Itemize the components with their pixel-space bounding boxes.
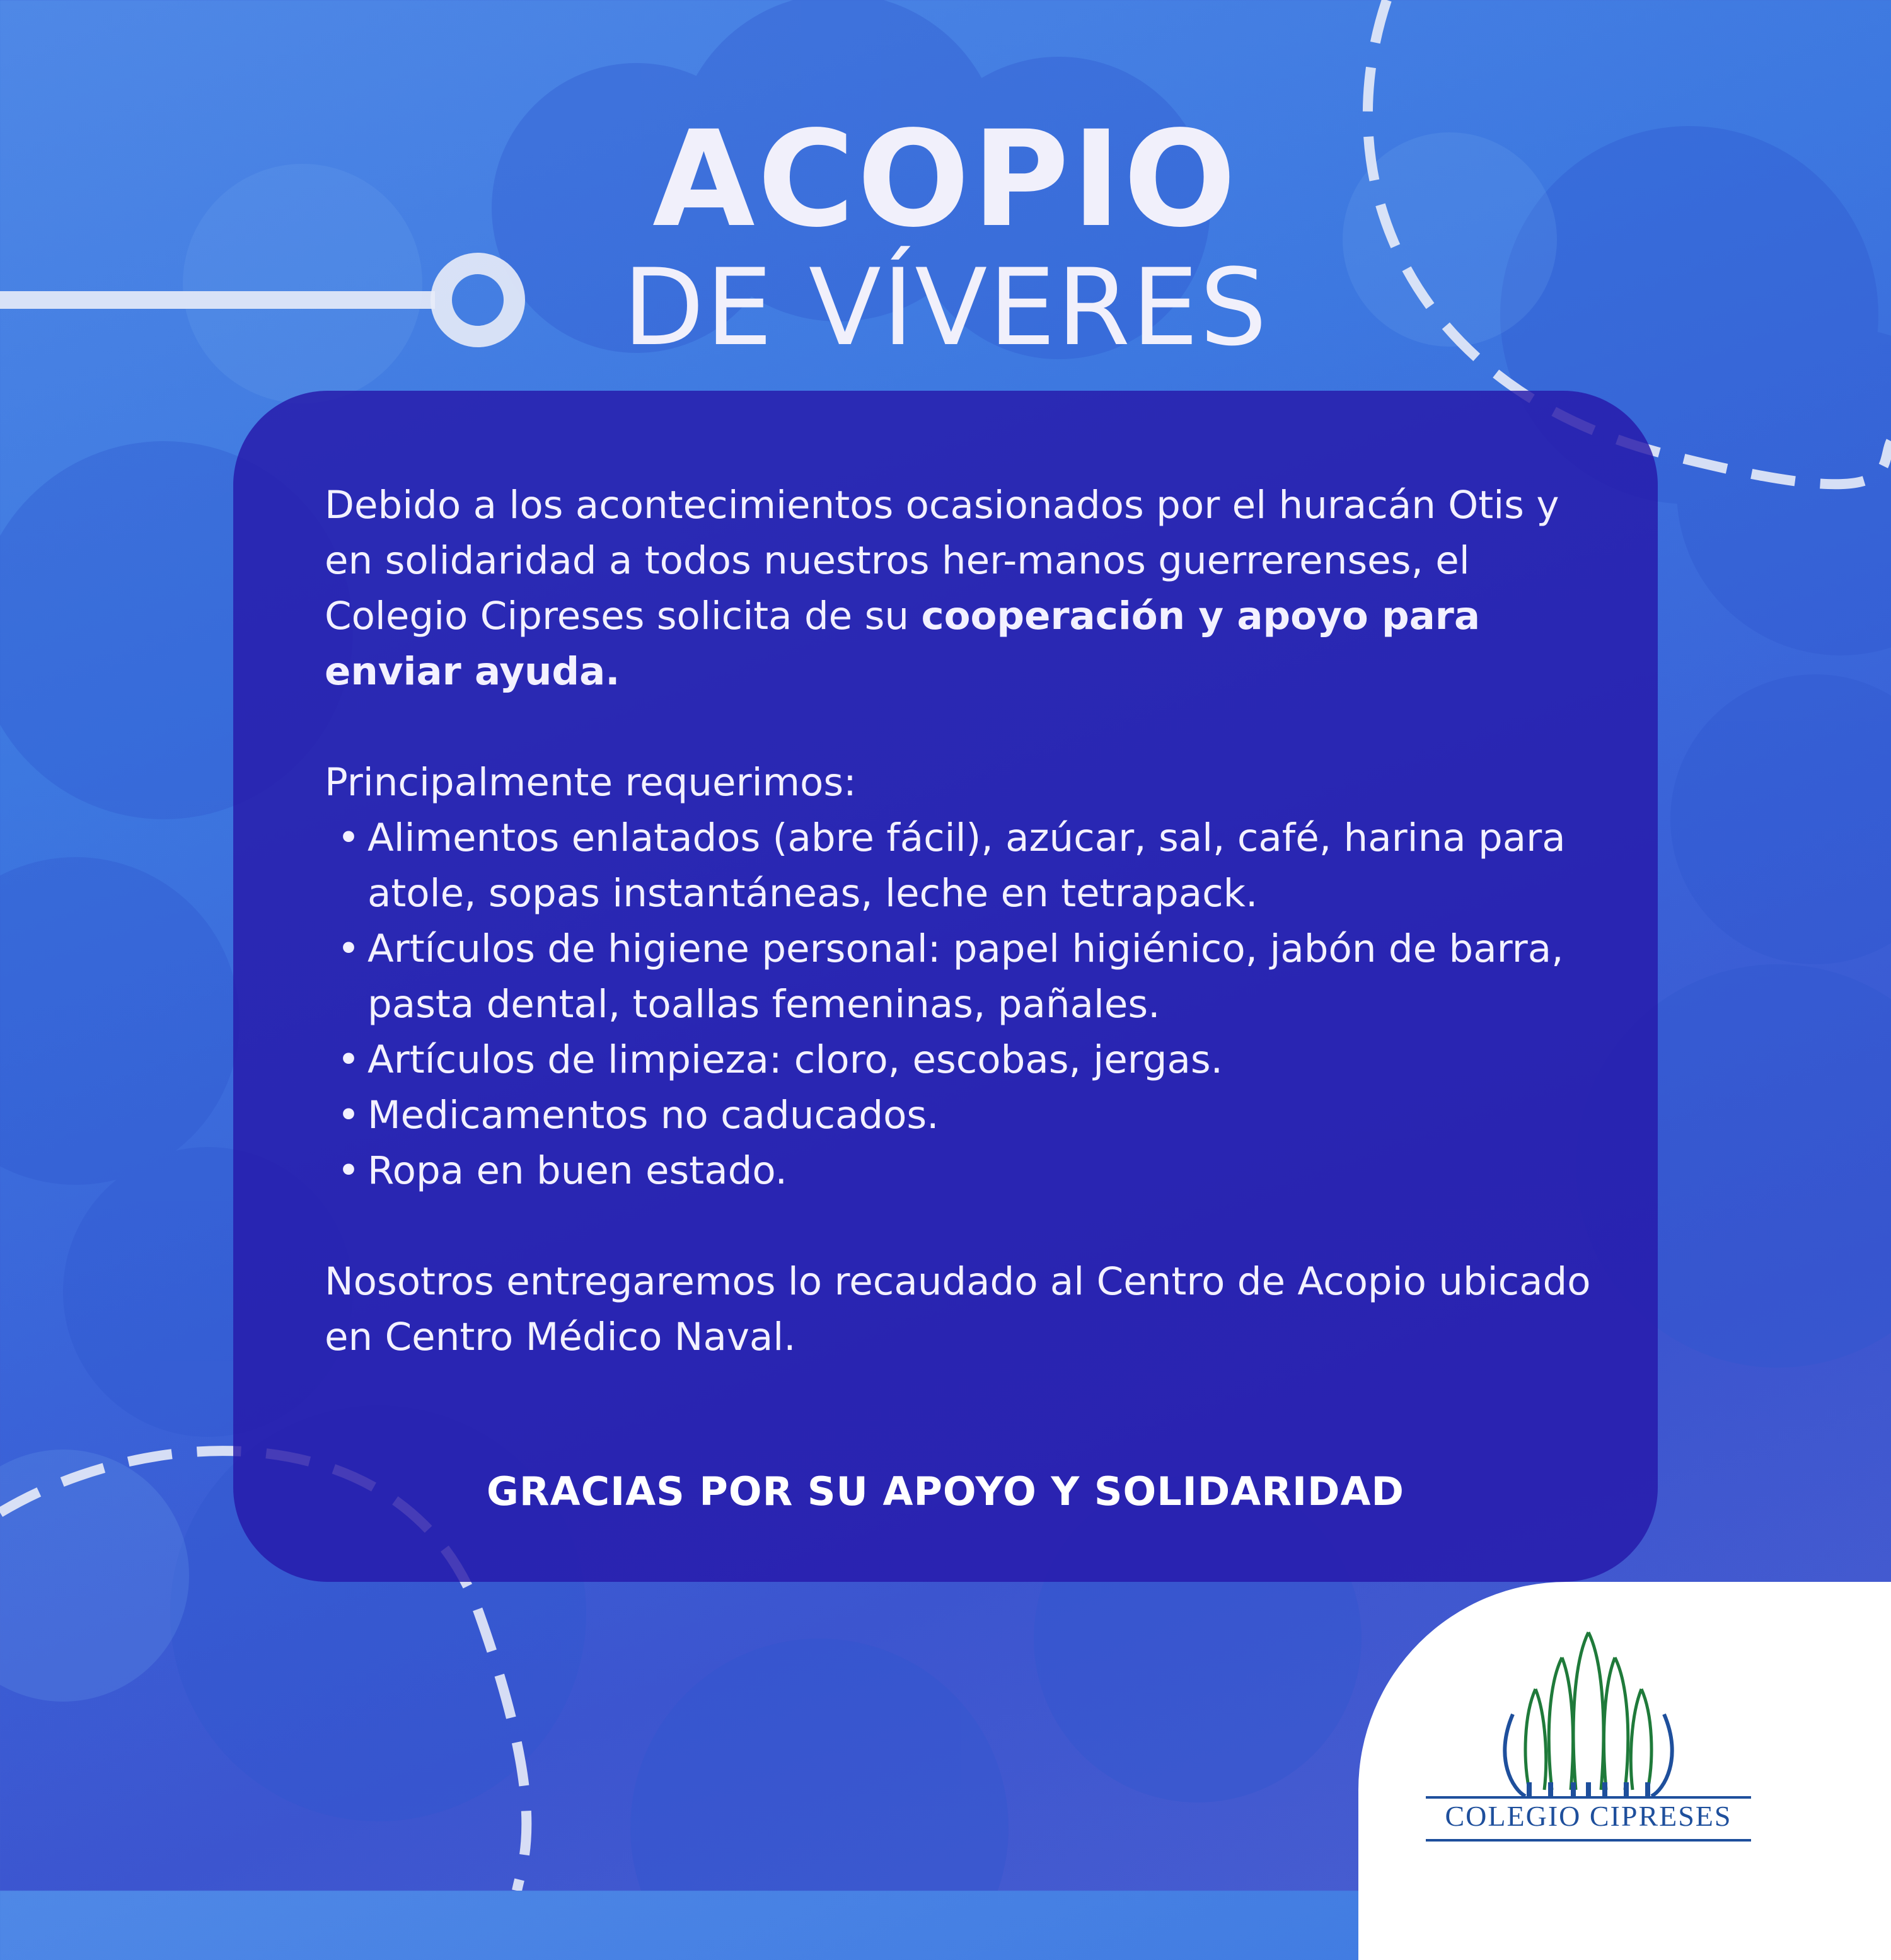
page-title: ACOPIO (652, 102, 1239, 257)
title-block (0, 102, 1891, 369)
needs-list (325, 810, 1611, 1199)
list-item: • Artículos de limpieza: cloro, escobas, jergas. (325, 1032, 1611, 1088)
bullet: • (337, 816, 360, 860)
bullet: • (337, 1148, 360, 1193)
bullet: • (337, 926, 360, 971)
logo-rule-bottom (1426, 1839, 1751, 1842)
bullet: • (337, 1037, 360, 1082)
list-item: • Alimentos enlatados (abre fácil), azúcar, sal, café, harina para atole, sopas instantáneas, leche en tetrapack. (325, 810, 1611, 921)
bullet: • (337, 1093, 360, 1138)
cypress-trees-logo-icon (1488, 1620, 1689, 1802)
info-text (325, 478, 1611, 1365)
intro-paragraph (325, 478, 1611, 700)
thanks-message: GRACIAS POR SU APOYO Y SOLIDARIDAD (487, 1468, 1404, 1514)
page-subtitle: DE VÍVERES (623, 246, 1268, 369)
logo-rule-top (1426, 1796, 1751, 1799)
needs-heading: Principalmente requerimos: (325, 760, 857, 805)
list-item: • Artículos de higiene personal: papel higiénico, jabón de barra, pasta dental, toallas femeninas, pañales. (325, 921, 1611, 1032)
delivery-paragraph: Nosotros entregaremos lo recaudado al Centro de Acopio ubicado en Centro Médico Naval. (325, 1259, 1591, 1359)
logo-wordmark: COLEGIO CIPRESES (1445, 1800, 1732, 1832)
list-item: • Ropa en buen estado. (325, 1143, 1611, 1199)
intro-emphasis: cooperación y apoyo para enviar ayuda. (325, 594, 1481, 694)
list-item: • Medicamentos no caducados. (325, 1088, 1611, 1143)
intro-text: Debido a los acontecimientos ocasionados por el huracán Otis y en solidaridad a todos nuestros her-manos guerrerenses, el Colegio Cipreses solicita de su (325, 483, 1559, 638)
